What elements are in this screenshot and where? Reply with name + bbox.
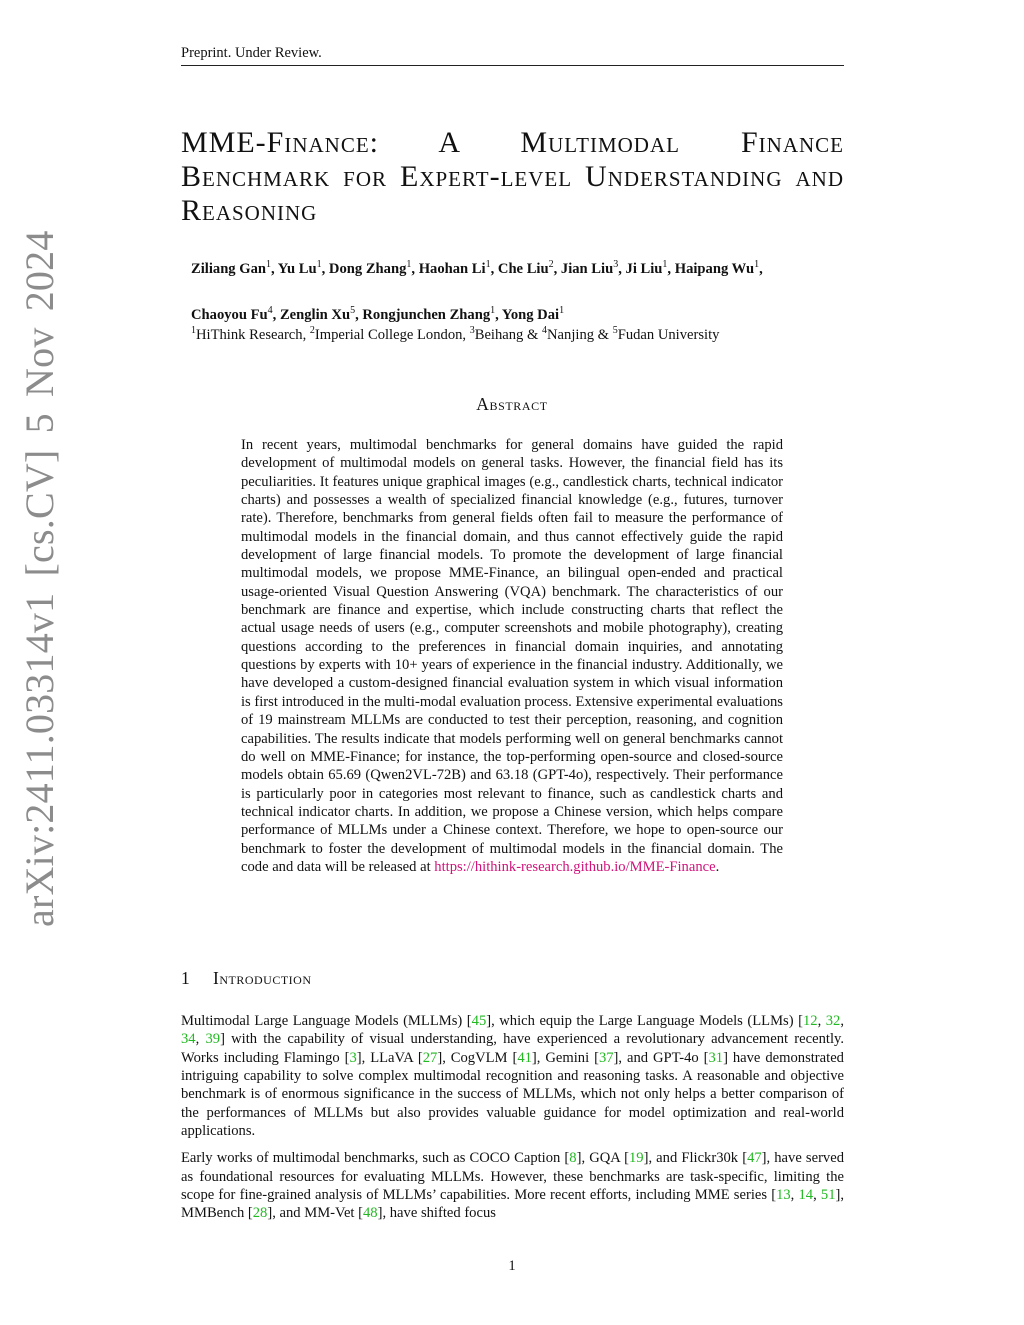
author-name: Yu Lu [277,261,317,277]
citation-link[interactable]: 13 [776,1187,791,1204]
abstract-body [241,436,783,876]
author-name: Chaoyou Fu [191,307,268,323]
author-name: Rongjunchen Zhang [362,307,491,323]
affiliation-number: 1 [191,325,196,337]
author-name: Haipang Wu [674,261,755,277]
affiliation-number: 5 [612,325,618,337]
citation-link[interactable]: 19 [628,1150,644,1167]
affiliation-number: 2 [309,325,315,337]
text-run: ], Gemini [ [531,1049,599,1066]
abstract-text: In recent years, multimodal benchmarks for general domains have guided the rapid development of multimodal models on general tasks. However, the financial field has its peculiarities. It features unique graphical images (e.g., candlestick charts, technical indicator charts) and possesses a wealth of specialized financial knowledge (e.g., futures, turnover rate). Therefore, benchmarks from general fields often fail to measure the performance of multimodal models in the financial domain, and thus cannot effectively guide the rapid development of large financial models. To promote the development of large financial multimodal models, we propose MME-Finance, an bilingual open-ended and practical usage-oriented Visual Question Answering (VQA) benchmark. The characteristics of our benchmark are finance and expertise, which include constructing charts that reflect the actual usage needs of users (e.g., computer screenshots and mobile photography), creating questions according to the preferences in financial domain inquiries, and annotating questions by experts with 10+ years of experience in the financial industry. Additionally, we have developed a custom-designed financial evaluation system in which visual information is first introduced in the multi-modal evaluation process. Extensive experimental evaluations of 19 mainstream MLLMs are conducted to test their perception, reasoning, and cognition capabilities. The results indicate that models performing well on general benchmarks cannot do well on MME-Finance; for instance, the top-performing open-source and closed-source models obtain 65.69 (Qwen2VL-72B) and 63.18 (GPT-4o), respectively. Their performance is particularly poor in categories most relevant to finance, such as candlestick charts and technical indicator charts. In addition, we propose a Chinese version, which helps compare performance of MLLMs under a Chinese context. Therefore, we hope to open-source our benchmark to foster the development of multimodal models in the financial domain. The code and data will be released at [241,437,783,875]
text-run: ], have shifted focus [377,1205,496,1222]
citation-link[interactable]: 12 [802,1013,818,1029]
project-link[interactable]: https://hithink-research.github.io/MME-Finance [434,858,716,875]
author-affiliation-mark: 1 [266,259,272,271]
citation-link[interactable]: 8 [569,1150,577,1167]
text-run: ] have demonstrated intriguing capability to solve complex multimodal recognition and reasoning tasks. A reasonable and objective benchmark is of enormous significance in the success of MLLMs, which not only helps a better comparison of the performances of MLLMs but also provides valuable guidance for model optimization and real-world applications. [181,1049,844,1140]
abstract-end: . [715,858,720,875]
text-run: ], LLaVA [ [356,1049,423,1066]
section-number: 1 [181,968,191,988]
author-name: Ji Liu [625,261,663,277]
affiliation-name: Nanjing & [547,327,610,343]
affiliations [191,325,841,345]
author-name: Jian Liu [560,261,614,277]
author-name: Dong Zhang [328,261,407,277]
text-run: ], MMBench [ [181,1187,845,1222]
citation-link[interactable]: 51 [820,1187,836,1204]
text-run: ], which equip the Large Language Models (LLMs) [ [486,1013,803,1029]
author-affiliation-mark: 4 [267,305,273,317]
citation-link[interactable]: 48 [363,1205,378,1222]
author-name: Yong Dai [501,307,560,323]
citation-link[interactable]: 3 [349,1049,357,1066]
text-run: ] with the capability of visual understanding, have experienced a revolutionary advancement recently. Works including Flamingo [ [181,1031,844,1066]
citation-link[interactable]: 45 [471,1013,487,1029]
citation-link[interactable]: 34 [181,1031,196,1048]
citation-link[interactable]: 39 [205,1031,221,1048]
author-affiliation-mark: 1 [485,259,491,271]
section-heading-introduction [181,968,481,989]
paragraph: Early works of multimodal benchmarks, such as COCO Caption [8], GQA [19], and Flickr30k [47], have served as foundational resources for evaluating MLLMs. However, these benchmarks are task-specific, limiting the scope for fine-grained analysis of MLLMs’ capabilities. More recent efforts, including MME series [13, 14, 51], MMBench [28], and MM-Vet [48], have shifted focus [181,1150,845,1222]
abstract-heading: Abstract [476,394,548,414]
affiliation-name: Beihang & [474,327,539,343]
author-list-line-1: Ziliang Gan$^1$, Yu Lu$^1$, Dong Zhang$^1$, Haohan Li$^1$, Che Liu$^2$, Jian Liu$^3$, Ji Liu$^1$, Haipang Wu$^1$, [191,259,763,277]
author-name: Che Liu [497,261,549,277]
author-affiliation-mark: 2 [548,259,554,271]
author-affiliation-mark: 1 [316,259,322,271]
citation-link[interactable]: 41 [517,1049,532,1066]
author-name: Zenglin Xu [279,307,351,323]
paper-title: MME-Finance: A Multimodal Finance Benchmark for Expert-level Understanding and Reasoning [181,126,844,227]
affiliation-number: 4 [542,325,548,337]
text-run: Multimodal Large Language Models (MLLMs) [ [181,1013,472,1029]
section-title: Introduction [213,968,312,988]
author-affiliation-mark: 1 [662,259,668,271]
citation-link[interactable]: 14 [798,1187,814,1204]
author-affiliation-mark: 1 [559,305,565,317]
author-name: Haohan Li [418,261,486,277]
affiliation-number: 3 [469,325,475,337]
author-affiliation-mark: 1 [754,259,760,271]
citation-link[interactable]: 31 [708,1049,724,1066]
text-run: ], have served as foundational resources for evaluating MLLMs. However, these benchmarks are task-specific, limiting the scope for fine-grained analysis of MLLMs’ capabilities. More recent efforts, including MME series [ [181,1150,844,1204]
arxiv-identifier: arXiv:2411.03314v1 [cs.CV] 5 Nov 2024 [17,230,62,927]
citation-link[interactable]: 37 [598,1049,614,1066]
author-affiliation-mark: 1 [490,305,496,317]
author-affiliation-mark: 1 [406,259,412,271]
author-name: Ziliang Gan [191,261,267,277]
author-list-line-2: Chaoyou Fu$^4$, Zenglin Xu$^5$, Rongjunchen Zhang$^1$, Yong Dai$^1$ [191,305,565,323]
introduction-body [181,1012,844,1232]
affiliation-name: Imperial College London, [314,327,467,343]
citation-link[interactable]: 47 [747,1150,762,1167]
text-run: ], and GPT-4o [ [613,1049,709,1066]
affiliation-name: Fudan University [617,327,720,343]
text-run: Early works of multimodal benchmarks, such as COCO Caption [ [181,1150,570,1167]
author-affiliation-mark: 5 [350,305,356,317]
author-affiliation-mark: 3 [613,259,619,271]
citation-link[interactable]: 28 [252,1205,268,1222]
affiliation-name: HiThink Research, [196,327,307,343]
citation-link[interactable]: 27 [422,1049,438,1066]
citation-link[interactable]: 32 [825,1013,841,1029]
text-run: ], CogVLM [ [437,1049,518,1066]
text-run: ], GQA [ [576,1150,629,1167]
paragraph: Multimodal Large Language Models (MLLMs) [45], which equip the Large Language Models (LLMs) [12, 32, 34, 39] with the capability of visual understanding, have experienced a revolutionary advancement recently. Works including Flamingo [3], LLaVA [27], CogVLM [41], Gemini [37], and GPT-4o [31] have demonstrated intriguing capability to solve complex multimodal recognition and reasoning tasks. A reasonable and objective benchmark is of enormous significance in the success of MLLMs, which not only helps a better comparison of the performances of MLLMs but also provides valuable guidance for model optimization and real-world applications. [181,1013,844,1140]
running-head: Preprint. Under Review. [181,45,844,66]
text-run: ], and MM-Vet [ [267,1205,363,1222]
page-number: 1 [508,1258,516,1274]
text-run: ], and Flickr30k [ [643,1150,748,1167]
